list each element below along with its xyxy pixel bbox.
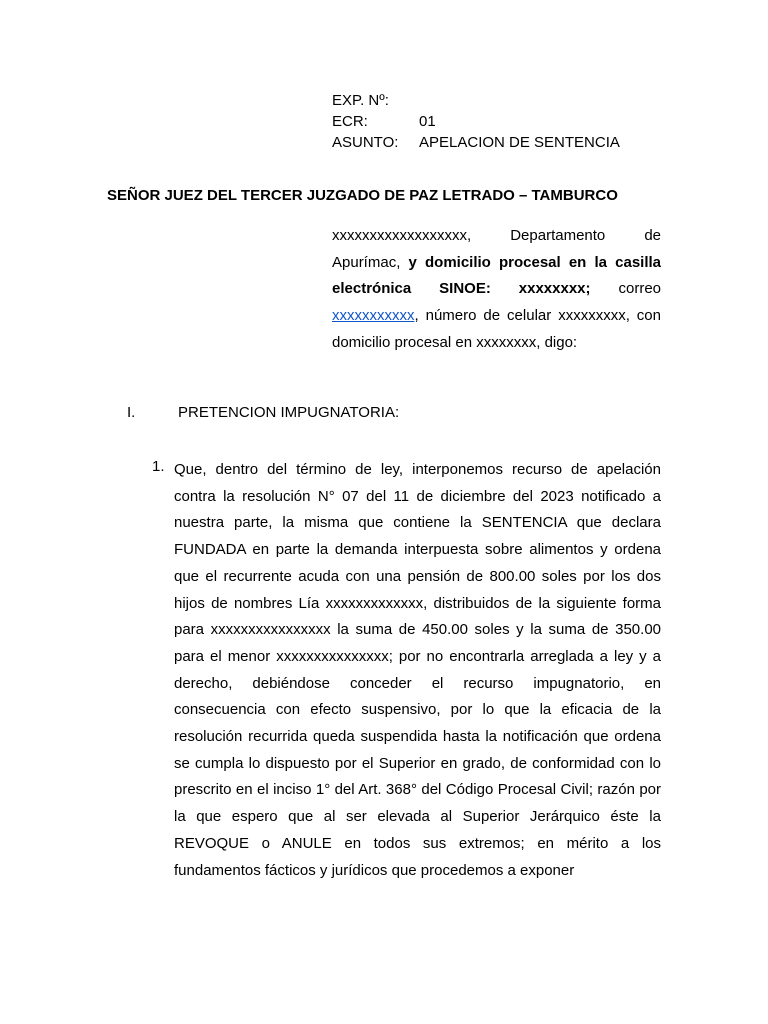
- paragraph-line: la que espero que al ser elevada al Superior Jerárquico éste la: [174, 808, 661, 826]
- paragraph-line: Que, dentro del término de ley, interponemos recurso de apelación: [174, 461, 661, 478]
- exp-key: EXP. Nº:: [332, 92, 389, 109]
- intro-text: correo: [590, 280, 662, 298]
- paragraph-line: contra la resolución N° 07 del 11 de diciembre del 2023 notificado a: [174, 487, 661, 505]
- paragraph-line: REVOQUE o ANULE en todos sus extremos; en mérito a los: [174, 834, 661, 852]
- paragraph-line: derecho, debiéndose conceder el recurso impugnatorio, en: [174, 674, 661, 692]
- intro-bold-text: electrónica SINOE: xxxxxxxx;: [332, 280, 591, 298]
- intro-line-3: [332, 276, 661, 303]
- paragraph-line: que el recurrente acuda con una pensión de 800.00 soles por los dos: [174, 567, 661, 585]
- intro-text: Apurímac,: [332, 253, 409, 271]
- paragraph-line: se cumpla lo dispuesto por el Superior en grado, de conformidad con lo: [174, 754, 661, 772]
- party-name: xxxxxxxxxxxxxxxxxx,: [332, 227, 472, 244]
- ecr-line: [332, 111, 436, 132]
- section-title: PRETENCION IMPUGNATORIA:: [178, 404, 400, 421]
- paragraph-line: fundamentos fácticos y jurídicos que procedemos a exponer: [174, 861, 575, 879]
- intro-text: , número de celular xxxxxxxxx, con: [414, 307, 661, 325]
- paragraph-line: consecuencia con efecto suspensivo, por lo que la eficacia de la: [174, 701, 661, 719]
- intro-line-4: [332, 303, 661, 330]
- intro-text: de: [644, 227, 662, 244]
- paragraph-line: para el menor xxxxxxxxxxxxxxx; por no encontrarla arreglada a ley y a: [174, 647, 661, 665]
- exp-line: [332, 90, 419, 111]
- item-paragraph: [174, 457, 661, 884]
- paragraph-line: prescrito en el inciso 1° del Art. 368° del Código Procesal Civil; razón por: [174, 781, 661, 799]
- asunto-value: APELACION DE SENTENCIA: [419, 134, 620, 151]
- paragraph-line: para xxxxxxxxxxxxxxxx la suma de 450.00 soles y la suma de 350.00: [174, 621, 661, 639]
- paragraph-line: resolución recurrida queda suspendida hasta la notificación que ordena: [174, 728, 661, 746]
- paragraph-line: nuestra parte, la misma que contiene la SENTENCIA que declara: [174, 514, 661, 532]
- item-number: 1.: [152, 458, 165, 475]
- ecr-value: 01: [419, 113, 436, 130]
- asunto-line: [332, 132, 620, 153]
- intro-text: Departamento: [510, 227, 606, 244]
- ecr-key: ECR:: [332, 113, 368, 130]
- paragraph-line: hijos de nombres Lía xxxxxxxxxxxxx, distribuidos de la siguiente forma: [174, 594, 661, 612]
- email-link[interactable]: xxxxxxxxxxx: [332, 307, 415, 325]
- asunto-key: ASUNTO:: [332, 134, 399, 151]
- intro-bold-text: y domicilio procesal en la casilla: [408, 253, 662, 271]
- intro-paragraph: [332, 223, 661, 357]
- intro-line-2: [332, 250, 661, 277]
- paragraph-line: FUNDADA en parte la demanda interpuesta sobre alimentos y ordena: [174, 541, 661, 559]
- addressee-heading: SEÑOR JUEZ DEL TERCER JUZGADO DE PAZ LETRADO – TAMBURCO: [107, 187, 618, 204]
- section-number: I.: [127, 404, 136, 421]
- intro-line-5: domicilio procesal en xxxxxxxx, digo:: [332, 333, 578, 351]
- intro-line-1: [332, 223, 661, 250]
- section-heading: [127, 404, 399, 421]
